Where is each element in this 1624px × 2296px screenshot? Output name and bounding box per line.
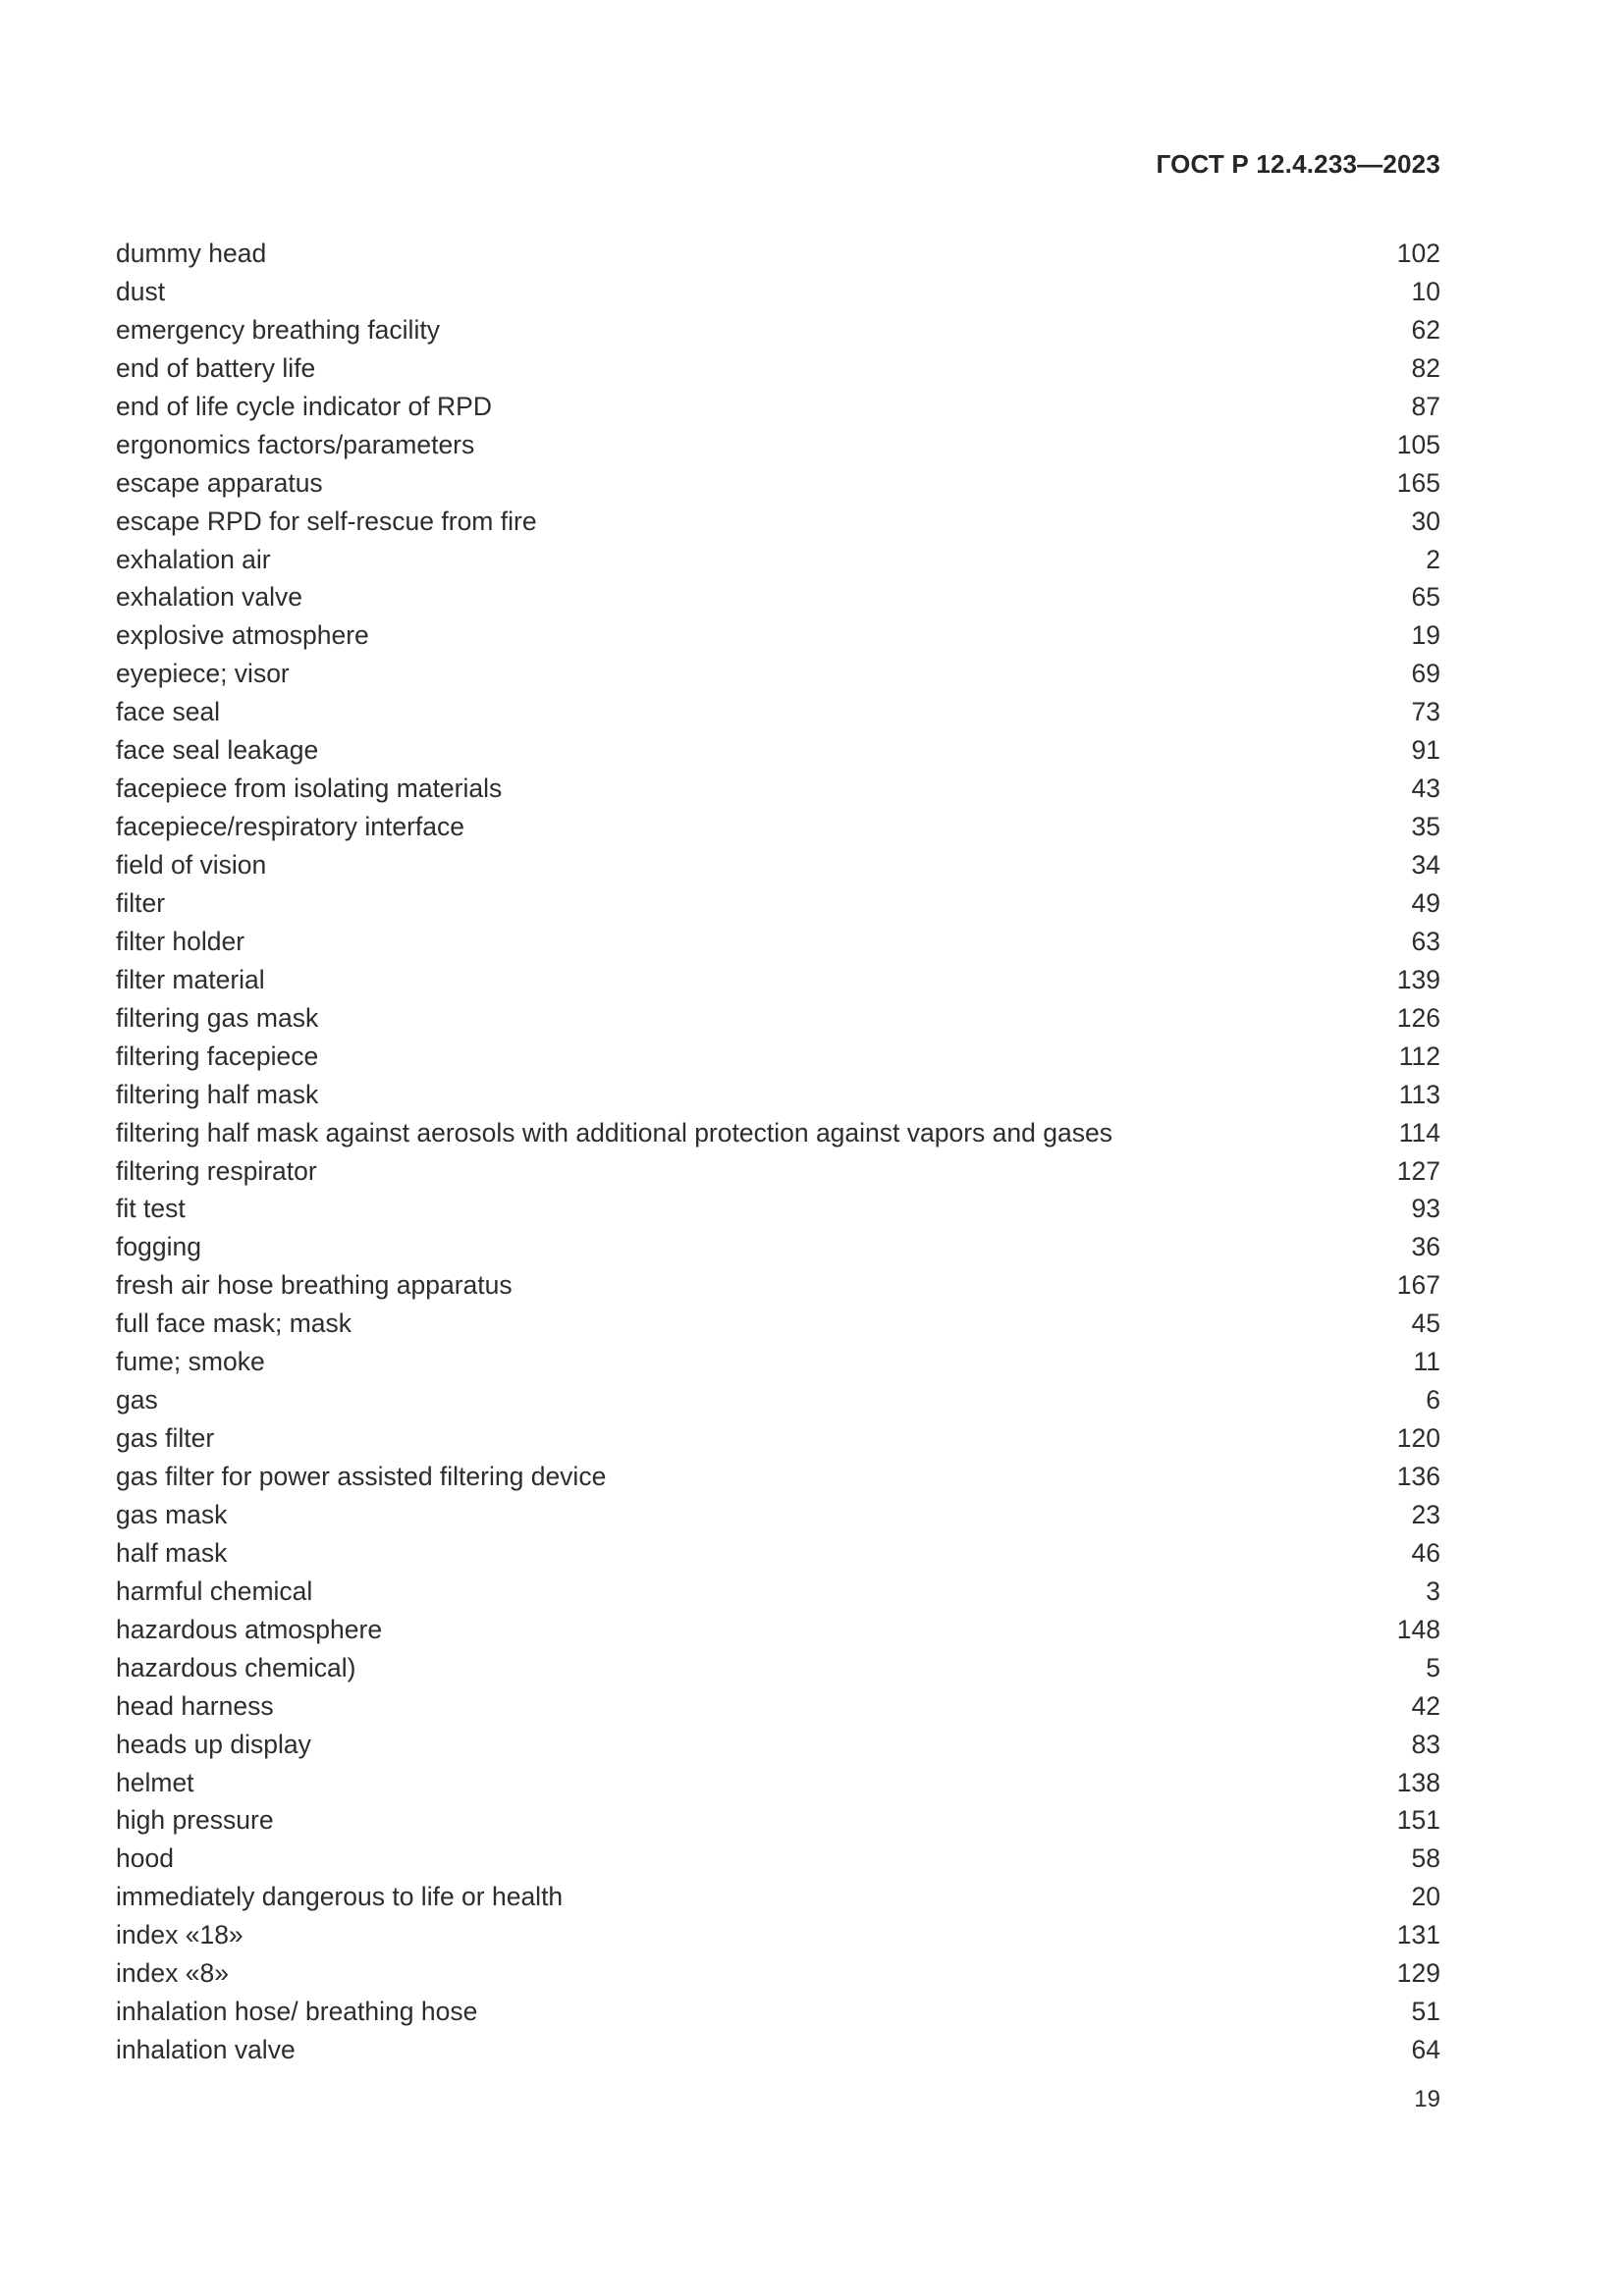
index-term-number: 148 bbox=[1396, 1614, 1440, 1644]
index-entry bbox=[116, 1726, 1440, 1764]
index-term: filtering respirator bbox=[116, 1155, 317, 1186]
index-term: face seal bbox=[116, 697, 221, 727]
index-term-number: 20 bbox=[1411, 1882, 1440, 1912]
index-term: half mask bbox=[116, 1537, 228, 1568]
index-term: end of life cycle indicator of RPD bbox=[116, 391, 492, 421]
index-term-number: 87 bbox=[1411, 391, 1440, 421]
index-term-number: 49 bbox=[1411, 887, 1440, 918]
index-term: fume; smoke bbox=[116, 1347, 265, 1377]
index-term-number: 30 bbox=[1411, 506, 1440, 536]
index-term: filter holder bbox=[116, 926, 245, 956]
index-term: head harness bbox=[116, 1690, 274, 1721]
index-term-number: 58 bbox=[1411, 1843, 1440, 1874]
index-entry bbox=[116, 503, 1440, 541]
index-term: gas mask bbox=[116, 1499, 228, 1529]
index-term: field of vision bbox=[116, 850, 267, 880]
index-term: filter bbox=[116, 887, 166, 918]
index-entry bbox=[116, 1801, 1440, 1840]
index-term: gas filter bbox=[116, 1423, 215, 1454]
index-term-number: 63 bbox=[1411, 926, 1440, 956]
index-entry bbox=[116, 693, 1440, 731]
index-term-number: 64 bbox=[1411, 2035, 1440, 2065]
index-term: ergonomics factors/parameters bbox=[116, 429, 475, 459]
index-term-number: 127 bbox=[1396, 1155, 1440, 1186]
index-term-number: 36 bbox=[1411, 1232, 1440, 1262]
index-term: filtering gas mask bbox=[116, 1002, 319, 1033]
index-term-number: 69 bbox=[1411, 659, 1440, 689]
index-entry bbox=[116, 311, 1440, 349]
index-term-number: 136 bbox=[1396, 1462, 1440, 1491]
index-term-number: 62 bbox=[1411, 314, 1440, 345]
index-term: immediately dangerous to life or health bbox=[116, 1882, 564, 1912]
index-entry bbox=[116, 884, 1440, 923]
index-term-number: 83 bbox=[1411, 1729, 1440, 1759]
index-entry bbox=[116, 1458, 1440, 1496]
index-entry bbox=[116, 1114, 1440, 1152]
index-term-number: 65 bbox=[1411, 582, 1440, 613]
index-entry bbox=[116, 1419, 1440, 1458]
index-term-number: 35 bbox=[1411, 812, 1440, 842]
index-entry bbox=[116, 616, 1440, 655]
index-entry bbox=[116, 1534, 1440, 1573]
index-term-number: 42 bbox=[1411, 1690, 1440, 1721]
index-term: explosive atmosphere bbox=[116, 620, 369, 651]
index-term: full face mask; mask bbox=[116, 1308, 352, 1339]
index-term: helmet bbox=[116, 1767, 194, 1797]
index-entry bbox=[116, 1190, 1440, 1228]
index-term: gas bbox=[116, 1385, 158, 1415]
index-term-number: 3 bbox=[1426, 1575, 1440, 1606]
index-entry bbox=[116, 349, 1440, 388]
index-entry bbox=[116, 846, 1440, 884]
index-term-number: 73 bbox=[1411, 697, 1440, 727]
index-entry bbox=[116, 1840, 1440, 1878]
index-entry bbox=[116, 1305, 1440, 1343]
index-entry bbox=[116, 655, 1440, 693]
index-term-number: 165 bbox=[1396, 467, 1440, 498]
standard-code-header: ГОСТ Р 12.4.233—2023 bbox=[1156, 149, 1440, 179]
index-term-number: 120 bbox=[1396, 1423, 1440, 1454]
index-term-number: 10 bbox=[1411, 276, 1440, 306]
alphabetical-index-list bbox=[116, 235, 1440, 2069]
index-term-number: 2 bbox=[1426, 544, 1440, 574]
index-term-number: 129 bbox=[1396, 1958, 1440, 1989]
index-term: face seal leakage bbox=[116, 735, 319, 766]
index-entry bbox=[116, 1152, 1440, 1191]
index-term: harmful chemical bbox=[116, 1575, 313, 1606]
index-entry bbox=[116, 770, 1440, 808]
index-term-number: 167 bbox=[1396, 1270, 1440, 1301]
index-term: gas filter for power assisted filtering device bbox=[116, 1462, 607, 1491]
index-entry bbox=[116, 1266, 1440, 1305]
index-entry bbox=[116, 2031, 1440, 2069]
index-entry bbox=[116, 961, 1440, 999]
index-term: exhalation valve bbox=[116, 582, 303, 613]
index-entry bbox=[116, 273, 1440, 311]
index-term-number: 11 bbox=[1413, 1347, 1440, 1377]
index-term-number: 34 bbox=[1411, 850, 1440, 880]
index-entry bbox=[116, 1343, 1440, 1381]
index-term: facepiece/respiratory interface bbox=[116, 812, 464, 842]
index-term: heads up display bbox=[116, 1729, 311, 1759]
index-term: fogging bbox=[116, 1232, 201, 1262]
index-entry bbox=[116, 1496, 1440, 1534]
index-entry bbox=[116, 1611, 1440, 1649]
index-entry bbox=[116, 1687, 1440, 1726]
index-term: dust bbox=[116, 276, 166, 306]
index-term-number: 131 bbox=[1396, 1920, 1440, 1950]
index-term: exhalation air bbox=[116, 544, 271, 574]
index-entry bbox=[116, 578, 1440, 616]
index-entry bbox=[116, 999, 1440, 1038]
index-term: hazardous chemical) bbox=[116, 1652, 356, 1682]
index-term: filter material bbox=[116, 964, 265, 994]
index-entry bbox=[116, 1076, 1440, 1114]
index-entry bbox=[116, 235, 1440, 273]
index-term-number: 113 bbox=[1398, 1079, 1440, 1109]
index-term: fresh air hose breathing apparatus bbox=[116, 1270, 513, 1301]
index-term: filtering facepiece bbox=[116, 1041, 319, 1071]
index-term-number: 82 bbox=[1411, 352, 1440, 383]
index-term-number: 19 bbox=[1411, 620, 1440, 651]
index-entry bbox=[116, 731, 1440, 770]
page-number: 19 bbox=[1414, 2086, 1440, 2112]
index-term-number: 23 bbox=[1411, 1499, 1440, 1529]
index-term-number: 114 bbox=[1398, 1117, 1440, 1148]
index-entry bbox=[116, 388, 1440, 426]
index-entry bbox=[116, 1038, 1440, 1076]
index-term-number: 151 bbox=[1396, 1805, 1440, 1836]
index-term: high pressure bbox=[116, 1805, 274, 1836]
index-entry bbox=[116, 1228, 1440, 1266]
index-term-number: 93 bbox=[1411, 1194, 1440, 1224]
index-entry bbox=[116, 923, 1440, 961]
index-term-number: 46 bbox=[1411, 1537, 1440, 1568]
index-term-number: 139 bbox=[1396, 964, 1440, 994]
index-term: end of battery life bbox=[116, 352, 316, 383]
index-term: escape RPD for self-rescue from fire bbox=[116, 506, 537, 536]
index-entry bbox=[116, 1993, 1440, 2031]
index-term: filtering half mask bbox=[116, 1079, 319, 1109]
index-term: index «18» bbox=[116, 1920, 244, 1950]
index-term-number: 105 bbox=[1396, 429, 1440, 459]
index-term: emergency breathing facility bbox=[116, 314, 440, 345]
index-term: hood bbox=[116, 1843, 174, 1874]
index-entry bbox=[116, 1878, 1440, 1916]
index-term: escape apparatus bbox=[116, 467, 323, 498]
index-term-number: 138 bbox=[1396, 1767, 1440, 1797]
index-term-number: 43 bbox=[1411, 774, 1440, 804]
index-entry bbox=[116, 464, 1440, 503]
index-term-number: 102 bbox=[1396, 239, 1440, 268]
index-entry bbox=[116, 541, 1440, 579]
index-entry bbox=[116, 808, 1440, 846]
index-term: index «8» bbox=[116, 1958, 229, 1989]
index-entry bbox=[116, 1573, 1440, 1611]
index-entry bbox=[116, 426, 1440, 464]
index-term-number: 5 bbox=[1426, 1652, 1440, 1682]
index-term-number: 112 bbox=[1398, 1041, 1440, 1071]
index-entry bbox=[116, 1381, 1440, 1419]
index-term: inhalation valve bbox=[116, 2035, 296, 2065]
index-term: filtering half mask against aerosols with additional protection against vapors and gases bbox=[116, 1117, 1112, 1148]
index-term: inhalation hose/ breathing hose bbox=[116, 1997, 478, 2027]
index-term: dummy head bbox=[116, 239, 267, 268]
index-entry bbox=[116, 1764, 1440, 1802]
index-term-number: 6 bbox=[1426, 1385, 1440, 1415]
index-term: fit test bbox=[116, 1194, 186, 1224]
index-term: facepiece from isolating materials bbox=[116, 774, 503, 804]
index-term-number: 91 bbox=[1411, 735, 1440, 766]
index-term: hazardous atmosphere bbox=[116, 1614, 383, 1644]
index-term-number: 51 bbox=[1411, 1997, 1440, 2027]
index-entry bbox=[116, 1649, 1440, 1687]
index-entry bbox=[116, 1954, 1440, 1993]
index-term-number: 126 bbox=[1396, 1002, 1440, 1033]
index-entry bbox=[116, 1916, 1440, 1954]
index-term: eyepiece; visor bbox=[116, 659, 290, 689]
index-term-number: 45 bbox=[1411, 1308, 1440, 1339]
